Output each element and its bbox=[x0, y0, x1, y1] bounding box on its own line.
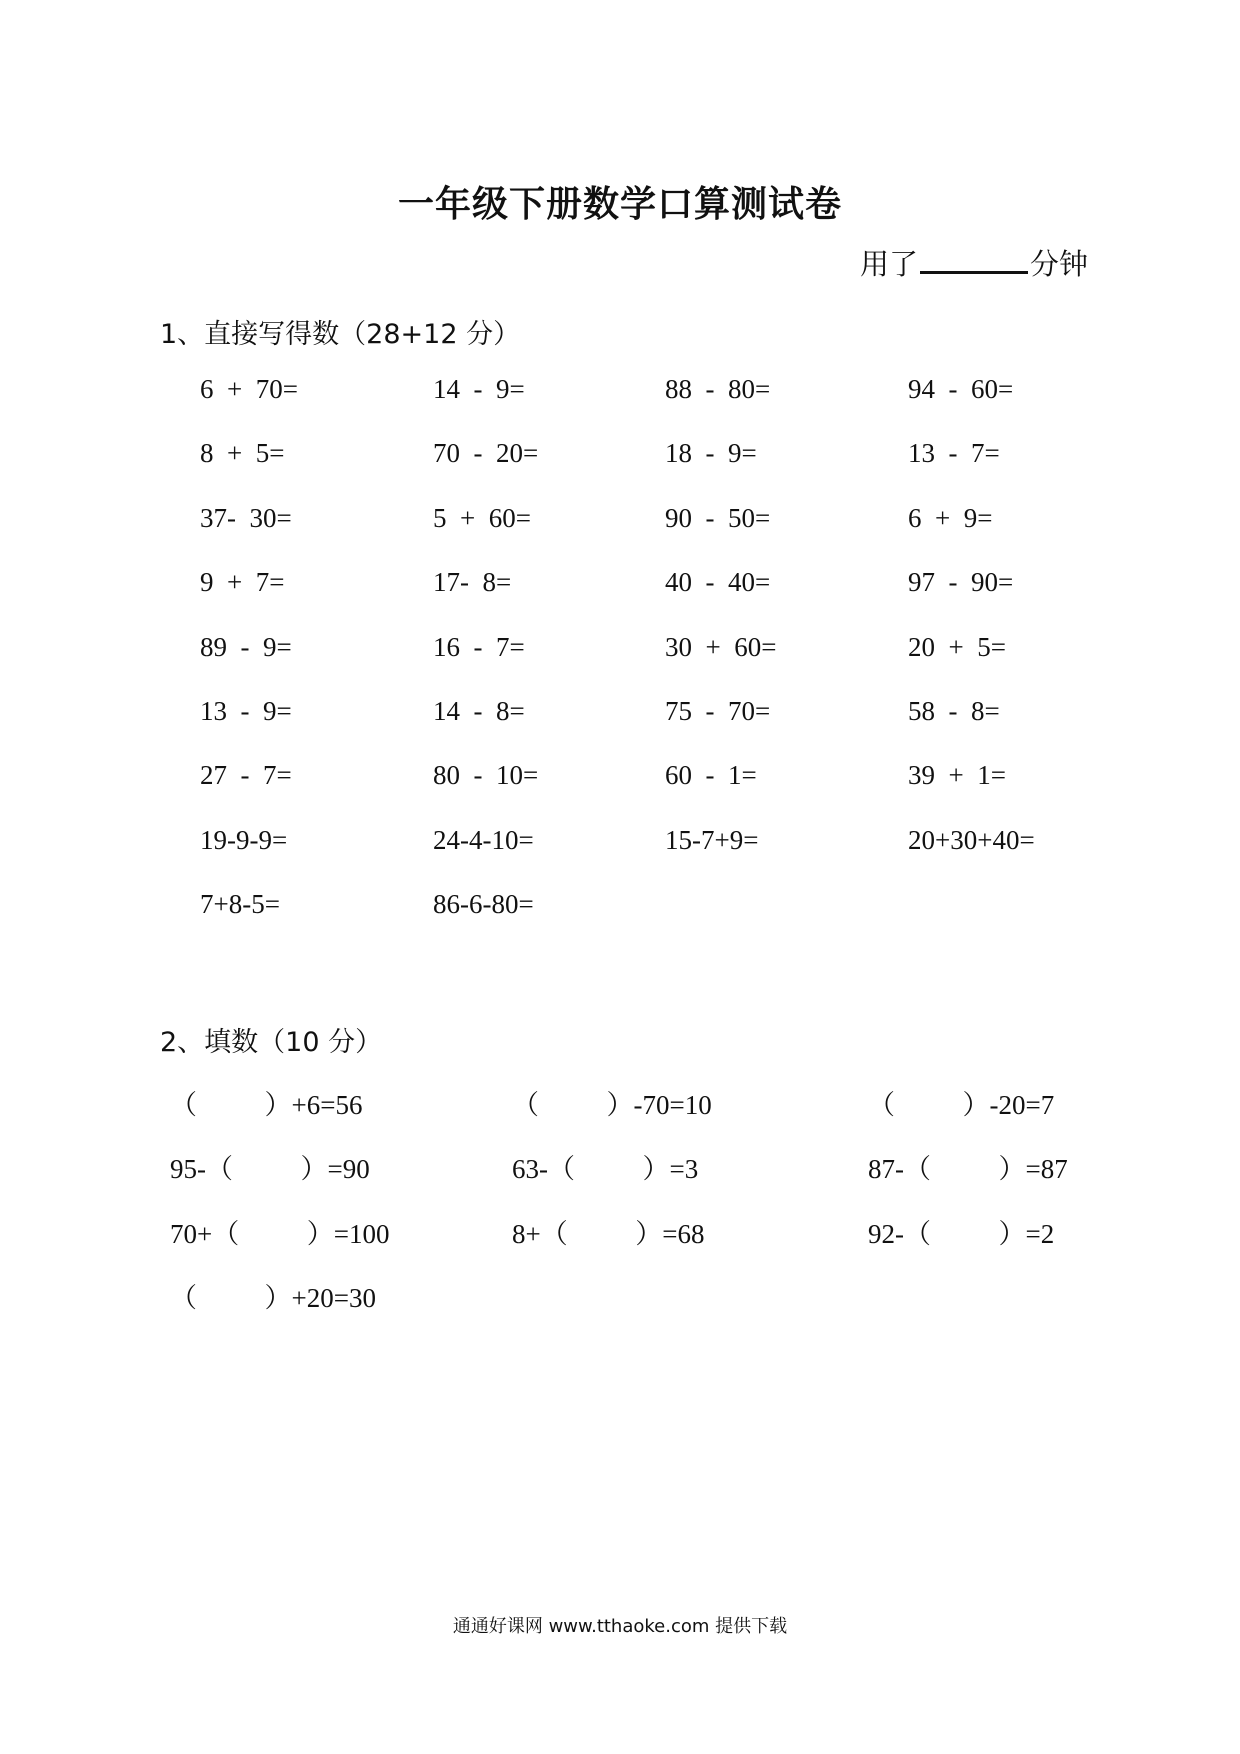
fill-blank-problem: 92-（ ）=2 bbox=[868, 1218, 1055, 1249]
fill-blank-problem: （ ）-20=7 bbox=[868, 1090, 1055, 1120]
arithmetic-problem: 15-7+9= bbox=[665, 824, 759, 855]
problem-row bbox=[0, 1276, 1240, 1316]
arithmetic-problem: 88 - 80= bbox=[665, 374, 771, 404]
arithmetic-problem: 13 - 7= bbox=[908, 438, 1000, 469]
arithmetic-problem: 24-4-10= bbox=[433, 824, 534, 855]
arithmetic-problem: 5 + 60= bbox=[433, 502, 531, 533]
time-spent-suffix: 分钟 bbox=[1030, 247, 1089, 281]
arithmetic-problem: 70 - 20= bbox=[433, 438, 539, 469]
problem-row bbox=[0, 1212, 1240, 1252]
arithmetic-problem: 19-9-9= bbox=[200, 824, 288, 855]
arithmetic-problem: 6 + 70= bbox=[200, 374, 298, 404]
problem-row bbox=[0, 760, 1240, 800]
arithmetic-problem: 40 - 40= bbox=[665, 567, 771, 598]
arithmetic-problem: 16 - 7= bbox=[433, 631, 525, 662]
problem-row bbox=[0, 1083, 1240, 1123]
arithmetic-problem: 8 + 5= bbox=[200, 438, 285, 469]
problem-row bbox=[0, 1147, 1240, 1187]
fill-blank-problem: 95-（ ）=90 bbox=[170, 1154, 370, 1185]
problem-row bbox=[0, 696, 1240, 736]
fill-blank-problem: （ ）+6=56 bbox=[170, 1090, 363, 1120]
arithmetic-problem: 86-6-80= bbox=[433, 889, 534, 920]
time-spent-line bbox=[860, 242, 1088, 283]
section-2-heading: 2、填数（10 分） bbox=[160, 1027, 383, 1058]
section-1-heading: 1、直接写得数（28+12 分） bbox=[160, 319, 521, 350]
arithmetic-problem: 75 - 70= bbox=[665, 696, 771, 726]
arithmetic-problem: 58 - 8= bbox=[908, 696, 1000, 726]
arithmetic-problem: 89 - 9= bbox=[200, 631, 292, 662]
arithmetic-problem: 30 + 60= bbox=[665, 631, 777, 662]
problem-row bbox=[0, 567, 1240, 607]
arithmetic-problem: 18 - 9= bbox=[665, 438, 757, 469]
time-spent-blank bbox=[920, 245, 1028, 274]
fill-blank-problem: （ ）-70=10 bbox=[512, 1090, 712, 1120]
problem-row bbox=[0, 503, 1240, 543]
arithmetic-problem: 14 - 9= bbox=[433, 374, 525, 404]
arithmetic-problem: 94 - 60= bbox=[908, 374, 1014, 404]
arithmetic-problem: 90 - 50= bbox=[665, 502, 771, 533]
fill-blank-problem: 8+（ ）=68 bbox=[512, 1218, 705, 1249]
fill-blank-problem: 87-（ ）=87 bbox=[868, 1154, 1068, 1185]
arithmetic-problem: 13 - 9= bbox=[200, 696, 292, 726]
problem-row bbox=[0, 889, 1240, 929]
arithmetic-problem: 20 + 5= bbox=[908, 631, 1006, 662]
arithmetic-problem: 39 + 1= bbox=[908, 760, 1006, 791]
arithmetic-problem: 7+8-5= bbox=[200, 889, 280, 920]
arithmetic-problem: 14 - 8= bbox=[433, 696, 525, 726]
arithmetic-problem: 17- 8= bbox=[433, 567, 512, 598]
fill-blank-problem: （ ）+20=30 bbox=[170, 1283, 376, 1314]
arithmetic-problem: 80 - 10= bbox=[433, 760, 539, 791]
arithmetic-problem: 97 - 90= bbox=[908, 567, 1014, 598]
problem-row bbox=[0, 374, 1240, 414]
time-spent-prefix: 用了 bbox=[860, 247, 919, 281]
arithmetic-problem: 9 + 7= bbox=[200, 567, 285, 598]
fill-blank-problem: 70+（ ）=100 bbox=[170, 1218, 390, 1249]
fill-blank-problem: 63-（ ）=3 bbox=[512, 1154, 699, 1185]
arithmetic-problem: 20+30+40= bbox=[908, 824, 1035, 855]
problem-row bbox=[0, 825, 1240, 865]
arithmetic-problem: 27 - 7= bbox=[200, 760, 292, 791]
page-title: 一年级下册数学口算测试卷 bbox=[397, 184, 842, 225]
footer-credit: 通通好课网 www.tthaoke.com 提供下载 bbox=[452, 1616, 788, 1637]
problem-row bbox=[0, 632, 1240, 672]
arithmetic-problem: 6 + 9= bbox=[908, 502, 993, 533]
problem-row bbox=[0, 438, 1240, 478]
arithmetic-problem: 60 - 1= bbox=[665, 760, 757, 791]
arithmetic-problem: 37- 30= bbox=[200, 502, 292, 533]
